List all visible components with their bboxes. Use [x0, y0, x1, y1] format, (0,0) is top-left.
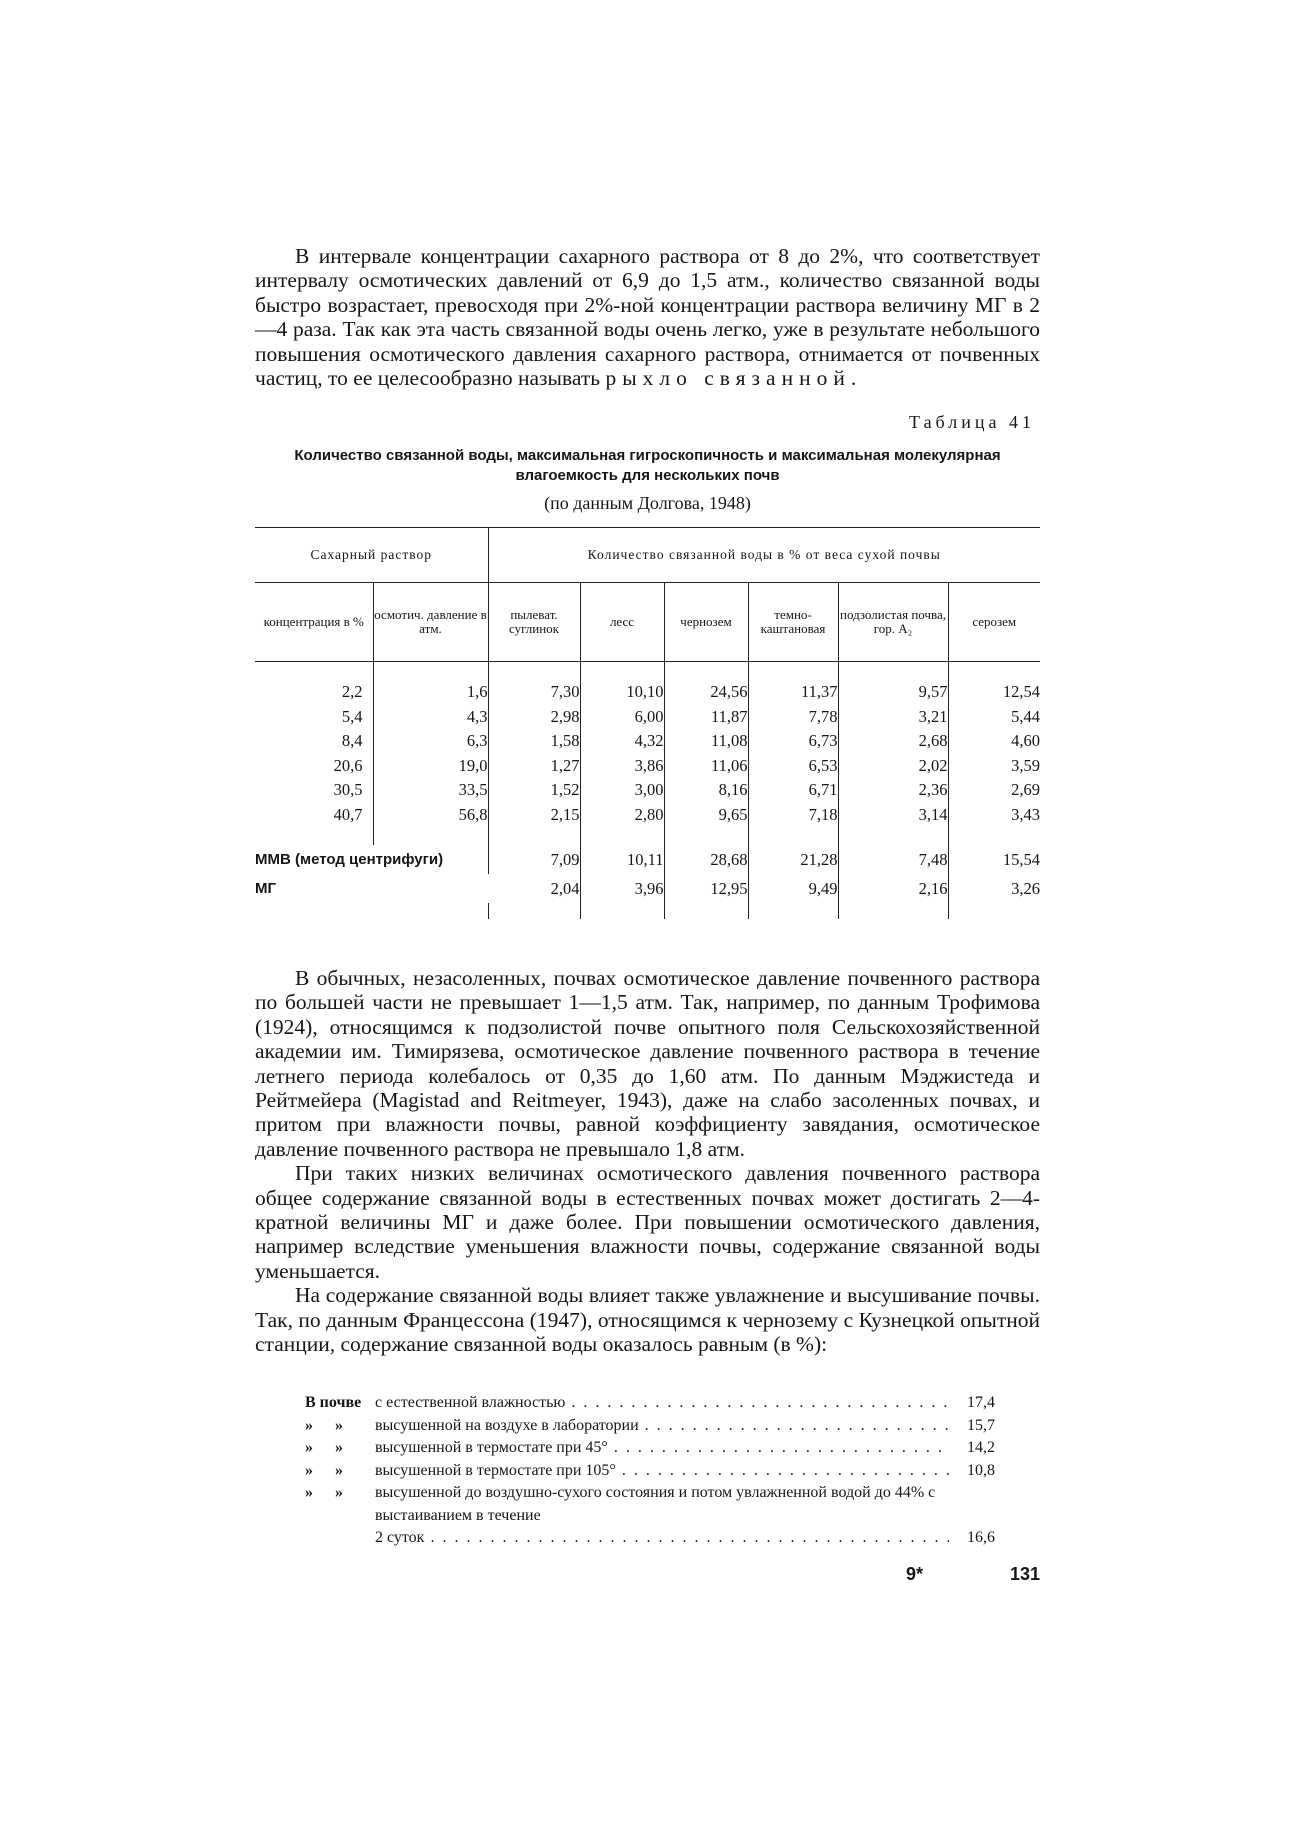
- ditto-mark: »: [305, 1461, 313, 1479]
- list-item: [305, 1437, 995, 1460]
- cell: 3,59: [1011, 755, 1040, 775]
- table-subtitle: (по данным Долгова, 1948): [544, 493, 751, 513]
- cell: 10,11: [580, 845, 664, 874]
- cell: 11,87: [664, 705, 748, 730]
- table-row: [255, 754, 1040, 779]
- cell: 2,2: [255, 680, 373, 705]
- paragraph-3: При таких низких величинах осмотического давления почвенного раствора общее содержание связанной воды в естественных почвах может достигать 2—4-кратной величины МГ и даже более. При повышении осмотического давления, например вследствие уменьшения влажности почвы, содержание связанной воды уменьшается.: [255, 1161, 1040, 1283]
- cell: 6,00: [580, 705, 664, 730]
- ditto-mark: »: [305, 1484, 313, 1501]
- cell: 40,7: [255, 803, 373, 828]
- list-item-continuation: [305, 1527, 995, 1550]
- cell: 19,0: [373, 754, 488, 779]
- cell: 6,53: [748, 754, 838, 779]
- column-header: пылеват. суглинок: [488, 583, 580, 662]
- table-row: [255, 729, 1040, 754]
- cell: 1,52: [488, 778, 580, 803]
- signature-mark: 9*: [906, 1564, 924, 1584]
- ditto-mark: »: [335, 1461, 343, 1479]
- cell: 15,54: [1002, 849, 1040, 869]
- table-row: [255, 680, 1040, 705]
- cell: 28,68: [664, 845, 748, 874]
- ditto-mark: »: [335, 1484, 343, 1501]
- list-item-value: 10,8: [967, 1461, 995, 1479]
- paragraph-2: В обычных, незасоленных, почвах осмотическое давление почвенного раствора по большей части не превышает 1—1,5 атм. Так, например, по данным Трофимова (1924), относящимся к подзолистой почве опытного поля Сельскохозяйственной академии им. Тимирязева, осмотическое давление почвенного раствора в течение летнего периода колебалось от 0,35 до 1,60 атм. По данным Мэджистеда и Рейтмейера (Magistad and Reitmeyer, 1943), даже на слабо засоленных почвах, и притом при влажности почвы, равной коэффициенту завядания, осмотическое давление почвенного раствора не превышало 1,8 атм.: [255, 966, 1040, 1161]
- cell: 7,30: [488, 680, 580, 705]
- column-header: темно-каштановая: [748, 583, 838, 662]
- cell: 2,16: [838, 874, 948, 903]
- data-table: [255, 527, 1040, 919]
- cell: 6,71: [748, 778, 838, 803]
- cell: 4,32: [580, 729, 664, 754]
- cell: 24,56: [664, 680, 748, 705]
- paragraph-4: На содержание связанной воды влияет также увлажнение и высушивание почвы. Так, по данным Францессона (1947), относящимся к чернозему с Кузнецкой опытной станции, содержание связанной воды оказалось равным (в %):: [255, 1283, 1040, 1357]
- cell: 8,16: [664, 778, 748, 803]
- column-header: осмотич. давление в атм.: [373, 583, 488, 662]
- table-label: Таблица 41: [909, 412, 1035, 432]
- cell: 9,49: [748, 874, 838, 903]
- table-title: Количество связанной воды, максимальная гигроскопичность и максимальная молекулярная влагоемкость для нескольких почв: [294, 447, 1001, 484]
- group-header-right: Количество связанной воды в % от веса сухой почвы: [488, 528, 1040, 583]
- cell: 30,5: [255, 778, 373, 803]
- cell: 11,37: [748, 680, 838, 705]
- list-item-label: высушенной до воздушно-сухого состояния и потом увлажненной водой до 44% с выстаиванием в течение: [375, 1484, 936, 1524]
- cell: 12,54: [1002, 682, 1040, 702]
- paragraph-text: [255, 244, 1040, 390]
- column-header: концентрация в %: [255, 583, 373, 662]
- table-summary-row: [255, 874, 1040, 903]
- list-item-text: [375, 1460, 949, 1483]
- cell: 7,48: [838, 845, 948, 874]
- cell: 3,43: [1011, 804, 1040, 824]
- cell: 4,60: [1011, 731, 1040, 751]
- cell: 2,02: [838, 754, 948, 779]
- cell: 4,3: [373, 705, 488, 730]
- list-item-label: с естественной влажностью: [375, 1394, 566, 1411]
- list-item-text: [375, 1437, 949, 1460]
- column-header: лесс: [580, 583, 664, 662]
- group-header-left: Сахарный раствор: [255, 528, 488, 583]
- cell: 11,08: [664, 729, 748, 754]
- column-header: серозем: [948, 583, 1040, 662]
- cell: 2,15: [488, 803, 580, 828]
- table-group-header-row: [255, 528, 1040, 583]
- summary-label: МГ: [255, 880, 276, 897]
- cell: 2,68: [838, 729, 948, 754]
- cell: 2,98: [488, 705, 580, 730]
- cell: 7,09: [488, 845, 580, 874]
- cell: 56,8: [373, 803, 488, 828]
- cell: 2,69: [1011, 780, 1040, 800]
- cell: 1,6: [373, 680, 488, 705]
- ditto-mark: »: [335, 1416, 343, 1434]
- table-row: [255, 705, 1040, 730]
- list-item-text: [375, 1415, 949, 1438]
- list-item: [305, 1392, 995, 1415]
- cell: 6,3: [373, 729, 488, 754]
- summary-label: ММВ (метод центрифуги): [255, 845, 488, 874]
- list-item-text: [375, 1392, 949, 1415]
- body-text: [255, 966, 1040, 1357]
- list-item-label: высушенной в термостате при 45°: [375, 1439, 608, 1456]
- cell: 3,96: [580, 874, 664, 903]
- cell: 11,06: [664, 754, 748, 779]
- cell: 2,04: [488, 874, 580, 903]
- list-item-value: 17,4: [967, 1394, 995, 1411]
- list-item-value: 16,6: [967, 1529, 995, 1546]
- cell: 3,26: [1011, 878, 1040, 898]
- table-row: [255, 778, 1040, 803]
- cell: 9,57: [838, 680, 948, 705]
- table-column-header-row: [255, 583, 1040, 662]
- paragraph-1: [255, 244, 1040, 390]
- list-item: [305, 1415, 995, 1438]
- cell: 10,10: [580, 680, 664, 705]
- list-item-label: 2 суток: [375, 1529, 425, 1546]
- cell: 5,44: [1011, 706, 1040, 726]
- cell: 33,5: [373, 778, 488, 803]
- cell: 9,65: [664, 803, 748, 828]
- list-item: [305, 1460, 995, 1483]
- cell: 6,73: [748, 729, 838, 754]
- cell: 1,27: [488, 754, 580, 779]
- cell: 5,4: [255, 705, 373, 730]
- list-item-value: 15,7: [967, 1416, 995, 1434]
- list-item-text: [375, 1527, 949, 1550]
- cell: 2,36: [838, 778, 948, 803]
- results-list: [305, 1392, 995, 1550]
- cell: 3,86: [580, 754, 664, 779]
- list-prefix: В почве: [305, 1394, 362, 1411]
- ditto-mark: »: [305, 1439, 313, 1456]
- cell: 3,21: [838, 705, 948, 730]
- cell: 7,78: [748, 705, 838, 730]
- column-header: чернозем: [664, 583, 748, 662]
- ditto-mark: »: [335, 1439, 343, 1456]
- page-number: 131: [1010, 1564, 1041, 1584]
- cell: 3,14: [838, 803, 948, 828]
- paragraph-1-emphasis: рыхло связанной.: [605, 366, 863, 391]
- cell: 2,80: [580, 803, 664, 828]
- paragraph-1-text: В интервале концентрации сахарного раствора от 8 до 2%, что соответствует интервалу осмотических давлений от 6,9 до 1,5 атм., количество связанной воды быстро возрастает, превосходя при 2%-ной концентрации раствора величину МГ в 2—4 раза. Так как эта часть связанной воды очень легко, уже в результате небольшого повышения осмотического давления сахарного раствора, отнимается от почвенных частиц, то ее целесообразно называть: [255, 244, 1040, 391]
- list-item-label: высушенной на воздухе в лаборатории: [375, 1416, 639, 1434]
- cell: 1,58: [488, 729, 580, 754]
- cell: 20,6: [255, 754, 373, 779]
- cell: 7,18: [748, 803, 838, 828]
- cell: 12,95: [664, 874, 748, 903]
- list-item-label: высушенной в термостате при 105°: [375, 1461, 616, 1479]
- ditto-mark: »: [305, 1416, 313, 1434]
- cell: 3,00: [580, 778, 664, 803]
- cell: 21,28: [748, 845, 838, 874]
- list-item: [305, 1482, 995, 1527]
- table-summary-row: [255, 845, 1040, 874]
- cell: 8,4: [255, 729, 373, 754]
- column-header: подзолистая почва, гор. A₂: [838, 583, 948, 662]
- list-item-value: 14,2: [967, 1439, 995, 1456]
- table-row: [255, 803, 1040, 828]
